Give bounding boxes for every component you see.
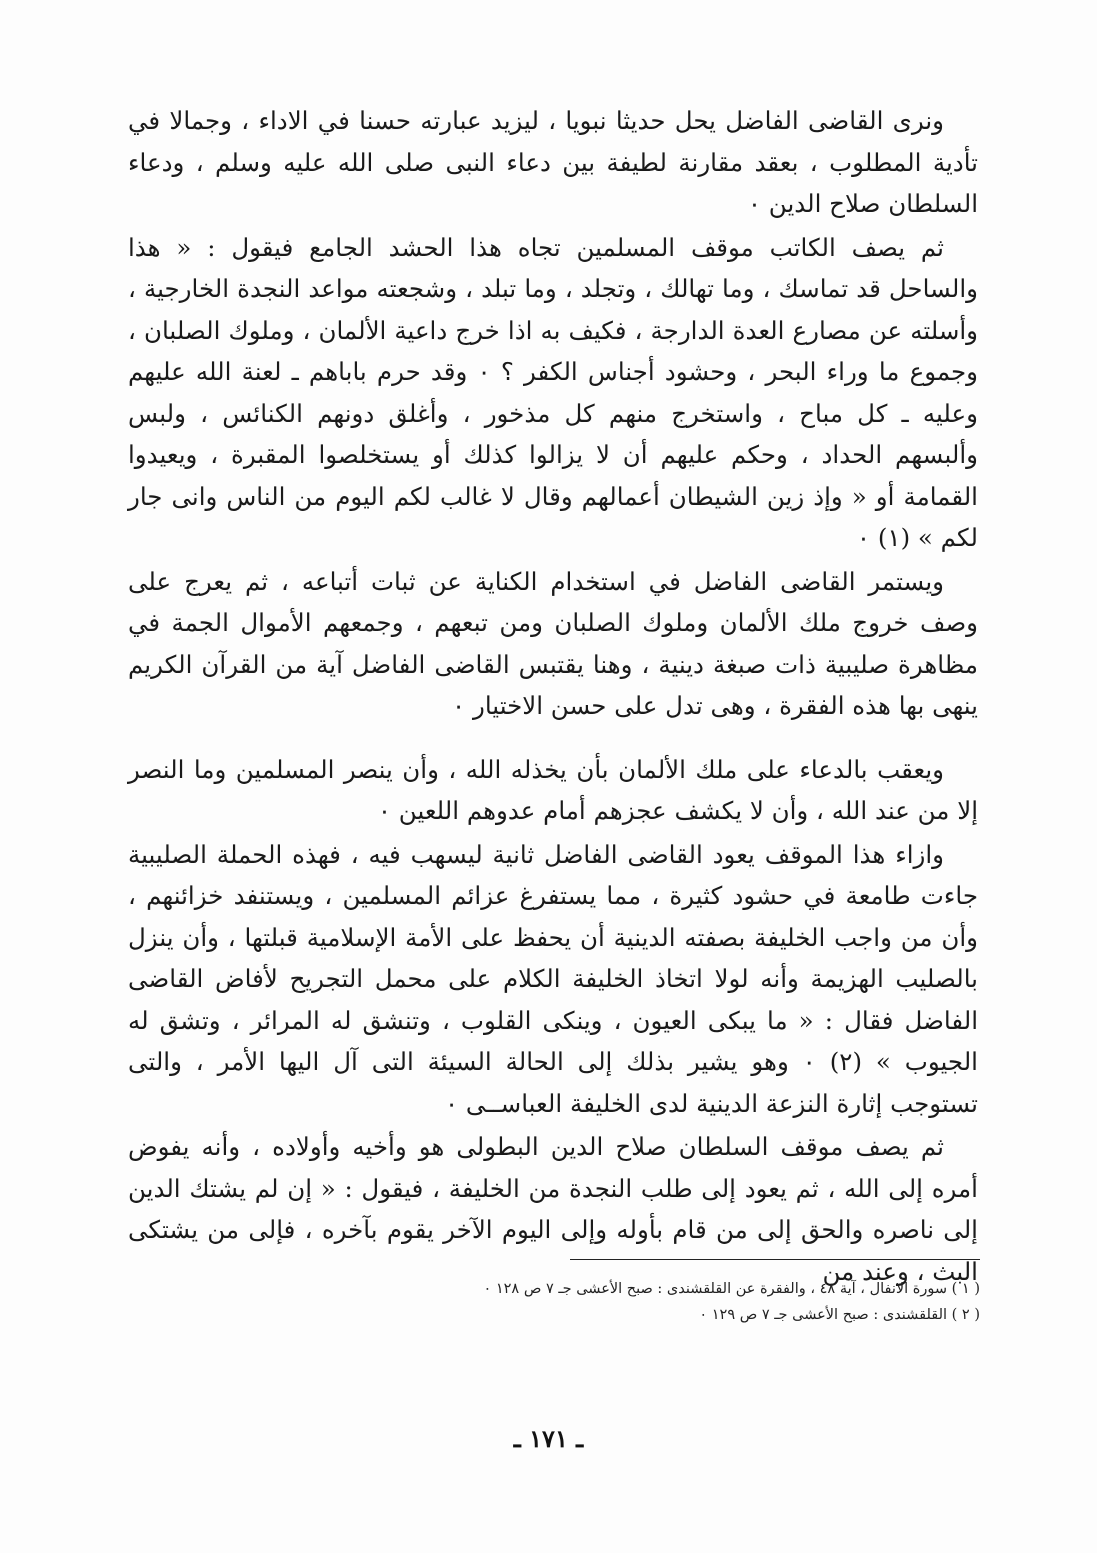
paragraph-3: ويستمر القاضى الفاضل في استخدام الكناية عن ثبات أتباعه ، ثم يعرج على وصف خروج ملك الألمان وملوك الصلبان ومن تبعهم ، وجمعهم الأموال الجمة في مظاهرة صليبية ذات صبغة دينية ، وهنا يقتبس القاضى الفاضل آية من القرآن الكريم ينهى بها هذه الفقرة ، وهى تدل على حسن الاختيار ٠ xyxy=(128,566,978,720)
paragraph-4: ويعقب بالدعاء على ملك الألمان بأن يخذله الله ، وأن ينصر المسلمين وما النصر إلا من عند الله ، وأن لا يكشف عجزهم أمام عدوهم اللعين ٠ xyxy=(128,754,978,825)
footnote-2: ( ٢ ) القلقشندى : صبح الأعشى جـ ٧ ص ١٢٩ ٠ xyxy=(699,1307,980,1323)
footnote-1: ( ١ ) سورة الانفال ، آية ٤٨ ، والفقرة عن القلقشندى : صبح الأعشى جـ ٧ ص ١٢٨ ٠ xyxy=(483,1281,980,1297)
paragraph-2: ثم يصف الكاتب موقف المسلمين تجاه هذا الحشد الجامع فيقول : « هذا والساحل قد تماسك ، وما تهالك ، وتجلد ، وما تبلد ، وشجعته مواعد النجدة الخارجية ، وأسلته عن مصارع العدة الدارجة ، فكيف به اذا خرج داعية الألمان ، وملوك الصلبان ، وجموع ما وراء البحر ، وحشود أجناس الكفر ؟ ٠ وقد حرم باباهم ـ لعنة الله عليهم وعليه ـ كل مباح ، واستخرج منهم كل مذخور ، وأغلق دونهم الكنائس ، ولبس وألبسهم الحداد ، وحكم عليهم أن لا يزالوا كذلك أو يستخلصوا المقبرة ، ويعيدوا القمامة أو « وإذ زين الشيطان أعمالهم وقال لا غالب لكم اليوم من الناس وانى جار لكم » (١) ٠ xyxy=(128,232,978,552)
page-number: ـ ١٧١ ـ xyxy=(513,1424,584,1453)
paragraph-1: ونرى القاضى الفاضل يحل حديثا نبويا ، ليزيد عبارته حسنا في الاداء ، وجمالا في تأدية المطلوب ، بعقد مقارنة لطيفة بين دعاء النبى صلى الله عليه وسلم ، ودعاء السلطان صلاح الدين ٠ xyxy=(128,106,978,218)
footnote-divider xyxy=(570,1259,980,1260)
paragraph-6: ثم يصف موقف السلطان صلاح الدين البطولى هو وأخيه وأولاده ، وأنه يفوض أمره إلى الله ، ثم يعود إلى طلب النجدة من الخليفة ، فيقول : « إن لم يشتك الدين إلى ناصره والحق إلى من قام بأوله وإلى اليوم الآخر يقوم بآخره ، فإلى من يشتكى البث ، وعند من xyxy=(128,1132,978,1286)
body-text xyxy=(128,100,978,1294)
paragraph-5: وازاء هذا الموقف يعود القاضى الفاضل ثانية ليسهب فيه ، فهذه الحملة الصليبية جاءت طامعة في حشود كثيرة ، مما يستفرغ عزائم المسلمين ، ويستنفد خزائنهم ، وأن من واجب الخليفة بصفته الدينية أن يحفظ على الأمة الإسلامية قبلتها ، وأن ينزل بالصليب الهزيمة وأنه لولا اتخاذ الخليفة الكلام على محمل التجريح لأفاض القاضى الفاضل فقال : « ما يبكى العيون ، وينكى القلوب ، وتنشق له المرائر ، وتشق له الجيوب » (٢) ٠ وهو يشير بذلك إلى الحالة السيئة التى آل اليها الأمر ، والتى تستوجب إثارة النزعة الدينية لدى الخليفة العباســى ٠ xyxy=(128,839,978,1118)
footnotes xyxy=(300,1276,980,1328)
